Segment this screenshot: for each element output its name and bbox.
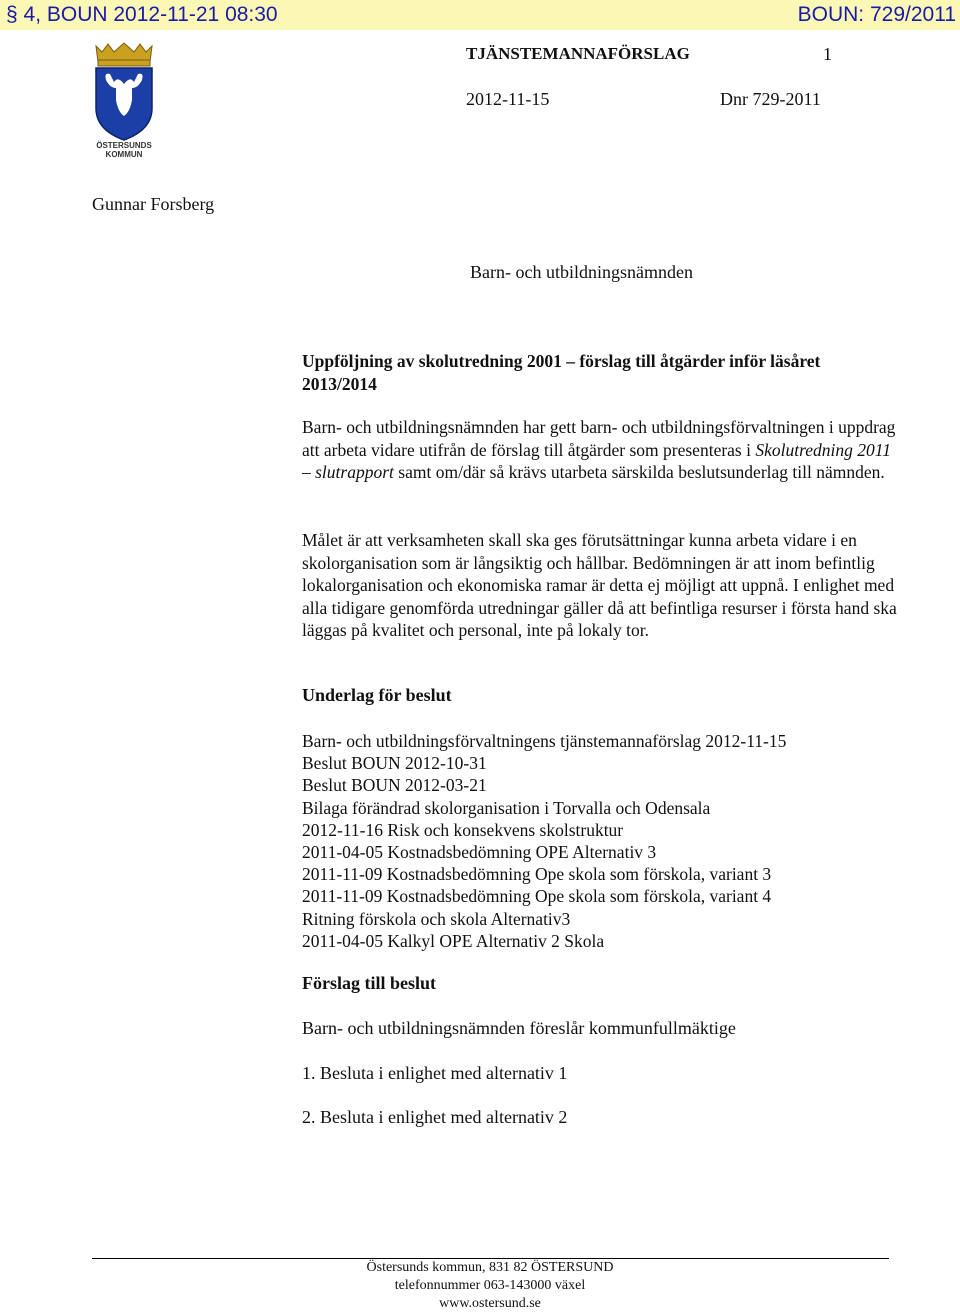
intro-report-title: Skolutredning 2011 – slutrapport xyxy=(302,439,891,482)
list-item: 2011-04-05 Kalkyl OPE Alternativ 2 Skola xyxy=(302,930,605,951)
intro-text-start: Barn- och utbildningsnämnden har gett barn- och utbildningsförvaltningen i uppdrag att arbeta vidare utifrån de förslag till åtgärder som presenteras i xyxy=(302,417,896,460)
meeting-header-bar xyxy=(0,0,960,30)
forslag-option-2: 2. Besluta i enlighet med alternativ 2 xyxy=(302,1107,568,1127)
ostersund-coat-of-arms-icon xyxy=(92,42,156,160)
footer xyxy=(300,1259,680,1313)
list-item: Bilaga förändrad skolorganisation i Torvalla och Odensala xyxy=(302,797,711,818)
document-type: TJÄNSTEMANNAFÖRSLAG xyxy=(466,44,690,63)
logo-text-line1: ÖSTERSUNDS xyxy=(96,141,152,150)
list-item: 2011-04-05 Kostnadsbedömning OPE Alternativ 3 xyxy=(302,842,657,863)
underlag-heading: Underlag för beslut xyxy=(302,685,452,705)
document-date: 2012-11-15 xyxy=(466,89,550,109)
goal-paragraph xyxy=(302,529,902,642)
list-item: 2011-11-09 Kostnadsbedömning Ope skola som förskola, variant 4 xyxy=(302,886,772,907)
goal-text: Målet är att verksamheten skall ska ges förutsättningar kunna arbeta vidare i en skolorganisation som är långsiktig och hållbar. Bedömningen är att inom befintlig lokalorganisation och ekonomiska ramar är detta ej möjligt att uppnå. I enlighet med alla tidigare genomförda utredningar gäller då att befintliga resurser i första hand ska läggas på kvalitet och personal, inte på lokaly tor. xyxy=(302,530,897,640)
intro-text-end: samt om/där så krävs utarbeta särskilda beslutsunderlag till nämnden. xyxy=(393,462,885,482)
forslag-intro: Barn- och utbildningsnämnden föreslår kommunfullmäktige xyxy=(302,1018,736,1038)
page-number: 1 xyxy=(823,44,832,64)
intro-paragraph xyxy=(302,416,902,484)
logo-text-line2: KOMMUN xyxy=(105,150,143,159)
dnr-number: Dnr 729-2011 xyxy=(720,89,821,109)
underlag-list xyxy=(302,730,786,952)
document-title: Uppföljning av skolutredning 2001 – förslag till åtgärder inför läsåret 2013/2014 xyxy=(302,351,821,394)
list-item: Barn- och utbildningsförvaltningens tjänstemannaförslag 2012-11-15 xyxy=(302,731,787,751)
forslag-option-1: 1. Besluta i enlighet med alternativ 1 xyxy=(302,1063,568,1083)
list-item: Beslut BOUN 2012-03-21 xyxy=(302,775,487,796)
list-item: Beslut BOUN 2012-10-31 xyxy=(302,753,487,774)
author-name: Gunnar Forsberg xyxy=(92,194,215,214)
forslag-heading: Förslag till beslut xyxy=(302,973,436,993)
meeting-reference: § 4, BOUN 2012-11-21 08:30 xyxy=(6,3,278,26)
list-item: Ritning förskola och skola Alternativ3 xyxy=(302,908,571,929)
case-number: BOUN: 729/2011 xyxy=(797,3,956,26)
footer-phone: telefonnummer 063-143000 växel xyxy=(394,1278,586,1293)
list-item: 2012-11-16 Risk och konsekvens skolstruktur xyxy=(302,819,624,840)
footer-website: www.ostersund.se xyxy=(439,1296,541,1311)
recipient: Barn- och utbildningsnämnden xyxy=(470,262,693,282)
footer-address: Östersunds kommun, 831 82 ÖSTERSUND xyxy=(366,1260,614,1275)
list-item: 2011-11-09 Kostnadsbedömning Ope skola som förskola, variant 3 xyxy=(302,864,772,885)
